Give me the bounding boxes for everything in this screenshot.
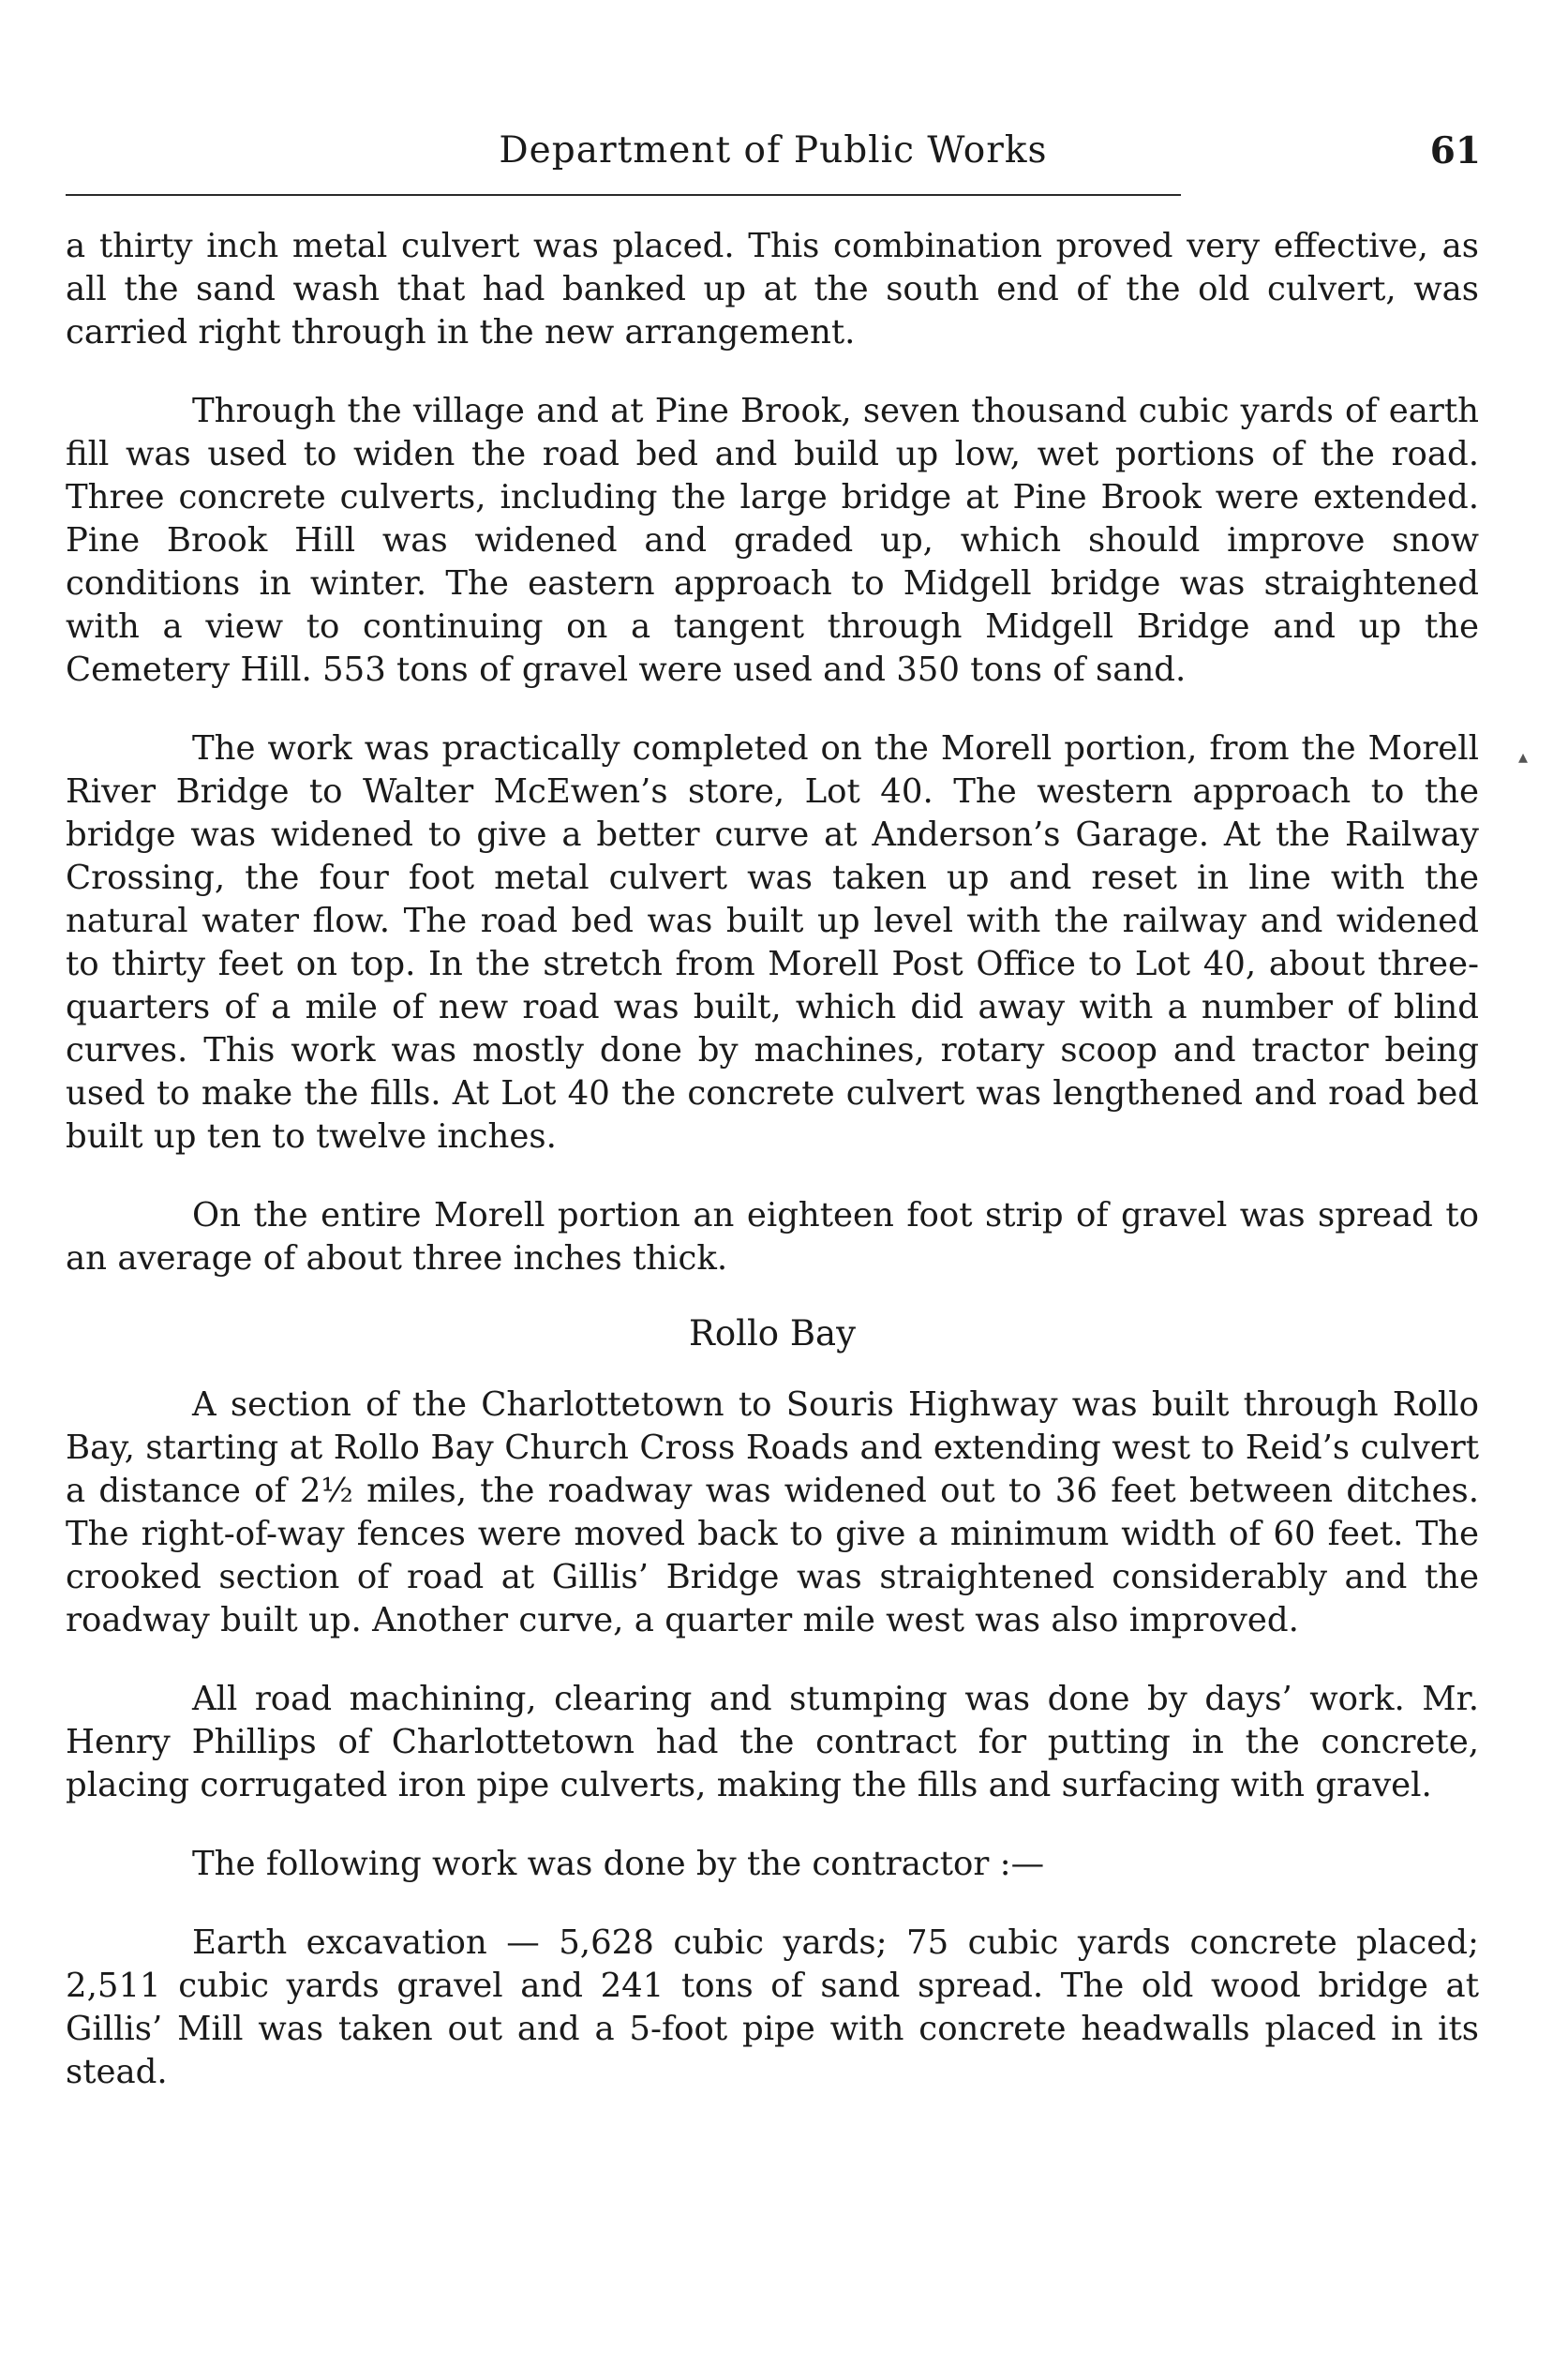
- paragraph-continuation: a thirty inch metal culvert was placed. This combination proved very effective, as all the sand wash that had banked up at the south end of the old culvert, was carried right through in the new arrangement.: [66, 227, 1479, 352]
- paragraph-contractor-intro: The following work was done by the contractor :—: [192, 1845, 1045, 1883]
- header-rule: [66, 194, 1181, 196]
- paragraph-earth-excavation: Earth excavation — 5,628 cubic yards; 75 cubic yards concrete placed; 2,511 cubic yards gravel and 241 tons of sand spread. The old wood bridge at Gillis’ Mill was taken out and a 5-foot pipe with concrete headwalls placed in its stead.: [66, 1923, 1479, 2091]
- running-head: Department of Public Works: [499, 129, 1048, 172]
- margin-mark: ▴: [1518, 745, 1529, 768]
- section-heading: Rollo Bay: [689, 1313, 856, 1354]
- paragraph-road-machining: All road machining, clearing and stumping was done by days’ work. Mr. Henry Phillips of Charlottetown had the contract for putting in the concrete, placing corrugated iron pipe culverts, making the fills and surfacing with gravel.: [66, 1680, 1479, 1804]
- paragraph-pine-brook: Through the village and at Pine Brook, seven thousand cubic yards of earth fill was used to widen the road bed and build up low, wet portions of the road. Three concrete culverts, including the large bridge at Pine Brook were extended. Pine Brook Hill was widened and graded up, which should improve snow conditions in winter. The eastern approach to Midgell bridge was straightened with a view to continuing on a tangent through Midgell Bridge and up the Cemetery Hill. 553 tons of gravel were used and 350 tons of sand.: [66, 392, 1479, 689]
- body-text: [66, 225, 1479, 2130]
- paragraph-morell-gravel: On the entire Morell portion an eighteen foot strip of gravel was spread to an average of about three inches thick.: [66, 1196, 1479, 1278]
- paragraph-morell-portion: The work was practically completed on the Morell portion, from the Morell River Bridge to Walter McEwen’s store, Lot 40. The western approach to the bridge was widened to give a better curve at Anderson’s Garage. At the Railway Crossing, the four foot metal culvert was taken up and reset in line with the natural water flow. The road bed was built up level with the railway and widened to thirty feet on top. In the stretch from Morell Post Office to Lot 40, about three-quarters of a mile of new road was built, which did away with a number of blind curves. This work was mostly done by machines, rotary scoop and tractor being used to make the fills. At Lot 40 the concrete culvert was lengthened and road bed built up ten to twelve inches.: [66, 729, 1479, 1156]
- paragraph-rollo-bay-section: A section of the Charlottetown to Souris Highway was built through Rollo Bay, starting at Rollo Bay Church Cross Roads and extending west to Reid’s culvert a distance of 2½ miles, the roadway was widened out to 36 feet between ditches. The right-of-way fences were moved back to give a minimum width of 60 feet. The crooked section of road at Gillis’ Bridge was straightened considerably and the roadway built up. Another curve, a quarter mile west was also improved.: [66, 1385, 1479, 1639]
- page-number: 61: [1429, 129, 1481, 172]
- page-header: [66, 129, 1481, 186]
